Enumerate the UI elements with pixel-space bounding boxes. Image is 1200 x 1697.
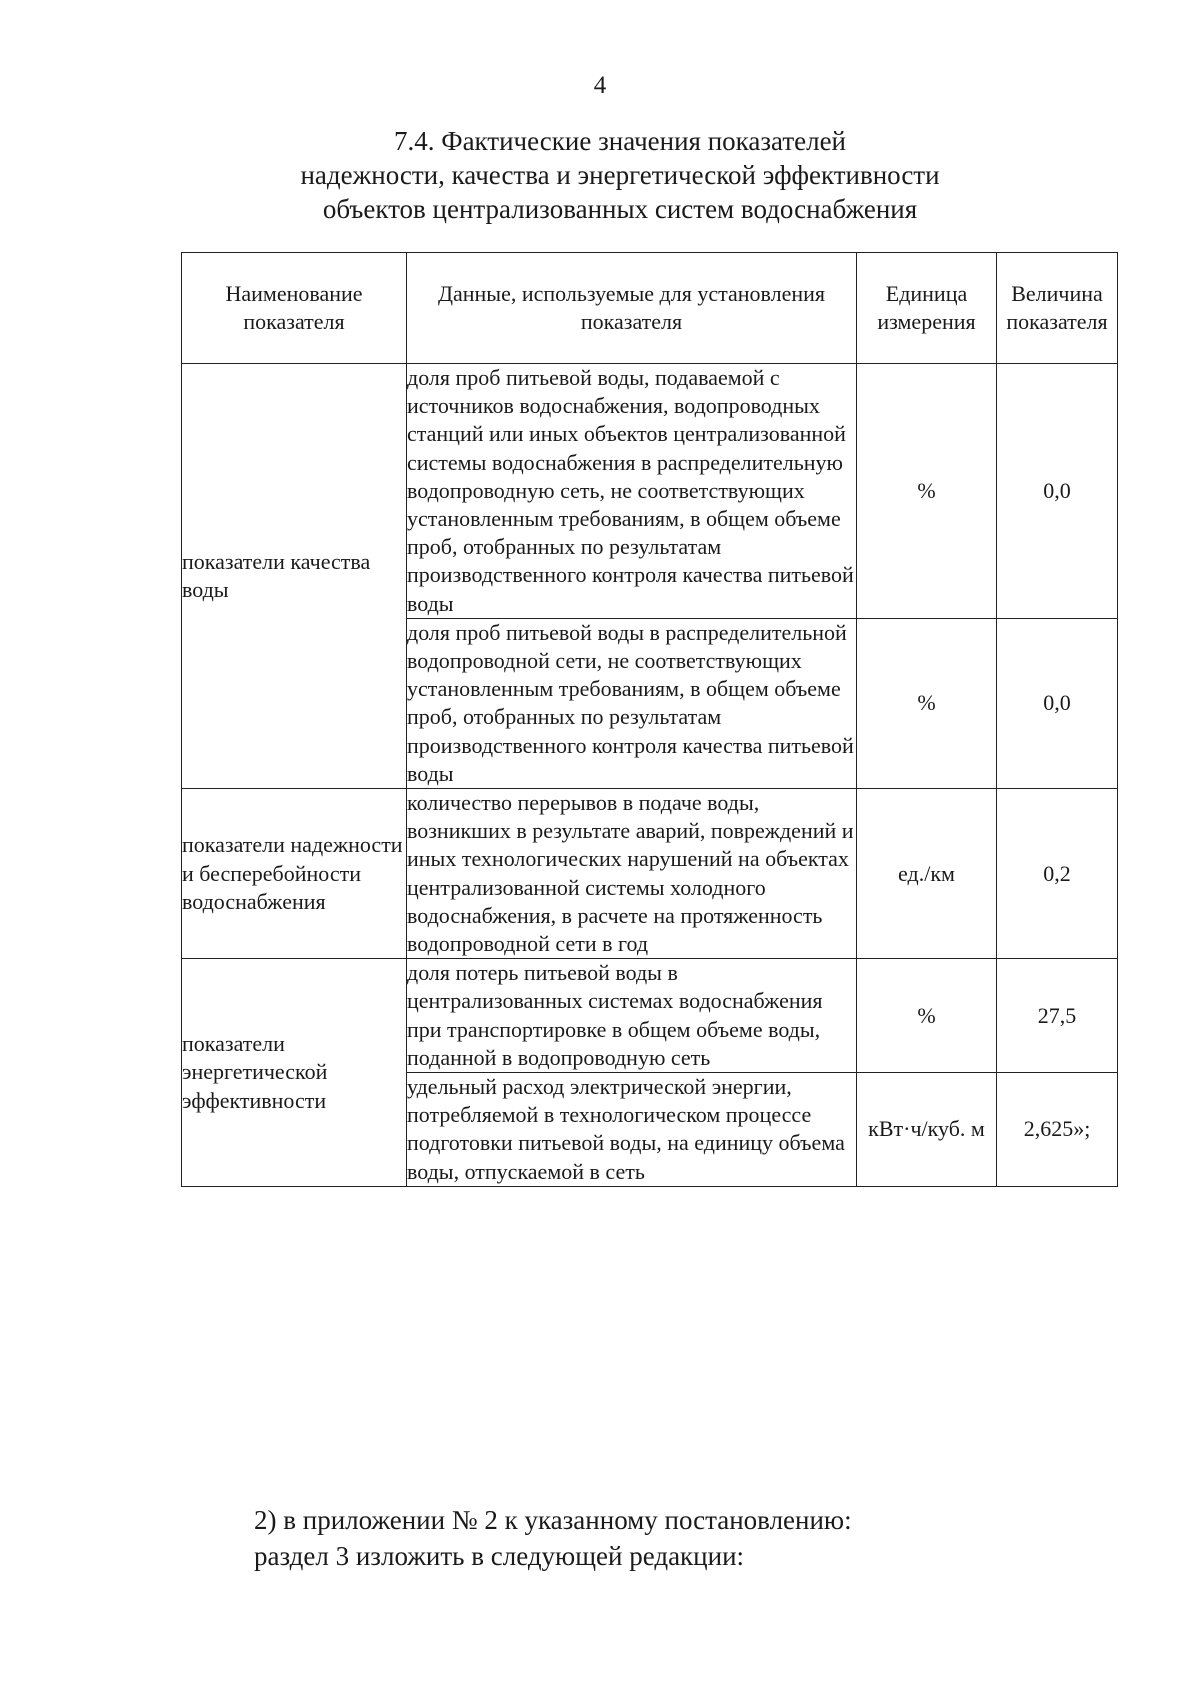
indicators-table: [181, 252, 1118, 1187]
page-number: 4: [593, 72, 607, 99]
heading-line-2: надежности, качества и энергетической эффективности: [300, 160, 940, 190]
header-unit: Единица измерения: [857, 253, 997, 364]
row-value: 0,0: [997, 618, 1118, 788]
heading-line-3: объектов централизованных систем водоснабжения: [322, 194, 918, 224]
group-name-reliability: показатели надежности и бесперебойности водоснабжения: [182, 789, 407, 959]
row-description: доля проб питьевой воды в распределительной водопроводной сети, не соответствующих установленным требованиям, в общем объеме проб, отобранных по результатам производственного контроля качества питьевой воды: [407, 618, 857, 788]
row-unit: ед./км: [857, 789, 997, 959]
row-unit: %: [857, 959, 997, 1073]
table-header-row: [182, 253, 1118, 364]
table-row: [182, 364, 1118, 619]
header-name: Наименование показателя: [182, 253, 407, 364]
section-heading: [180, 124, 1060, 226]
row-unit: кВт·ч/куб. м: [857, 1073, 997, 1187]
row-unit: %: [857, 364, 997, 619]
table-row: [182, 789, 1118, 959]
row-value: 0,0: [997, 364, 1118, 619]
row-value: 27,5: [997, 959, 1118, 1073]
table-row: [182, 959, 1118, 1073]
amendment-text: [254, 1502, 1054, 1574]
heading-line-1: 7.4. Фактические значения показателей: [393, 126, 847, 156]
row-description: удельный расход электрической энергии, потребляемой в технологическом процессе подготовки питьевой воды, на единицу объема воды, отпускаемой в сеть: [407, 1073, 857, 1187]
group-name-energy-efficiency: показатели энергетической эффективности: [182, 959, 407, 1187]
amendment-line-2: раздел 3 изложить в следующей редакции:: [254, 1541, 745, 1571]
amendment-line-1: 2) в приложении № 2 к указанному постановлению:: [254, 1505, 852, 1535]
row-value: 0,2: [997, 789, 1118, 959]
row-unit: %: [857, 618, 997, 788]
group-name-water-quality: показатели качества воды: [182, 364, 407, 789]
row-description: доля проб питьевой воды, подаваемой с источников водоснабжения, водопроводных станций или иных объектов централизованной системы водоснабжения в распределительную водопроводную сеть, не соответствующих установленным требованиям, в общем объеме проб, отобранных по результатам производственного контроля качества питьевой воды: [407, 364, 857, 619]
row-description: доля потерь питьевой воды в централизованных системах водоснабжения при транспортировке в общем объеме воды, поданной в водопроводную сеть: [407, 959, 857, 1073]
header-value: Величина показателя: [997, 253, 1118, 364]
header-data: Данные, используемые для установления показателя: [407, 253, 857, 364]
row-value: 2,625»;: [997, 1073, 1118, 1187]
row-description: количество перерывов в подаче воды, возникших в результате аварий, повреждений и иных технологических нарушений на объектах централизованной системы холодного водоснабжения, в расчете на протяженность водопроводной сети в год: [407, 789, 857, 959]
